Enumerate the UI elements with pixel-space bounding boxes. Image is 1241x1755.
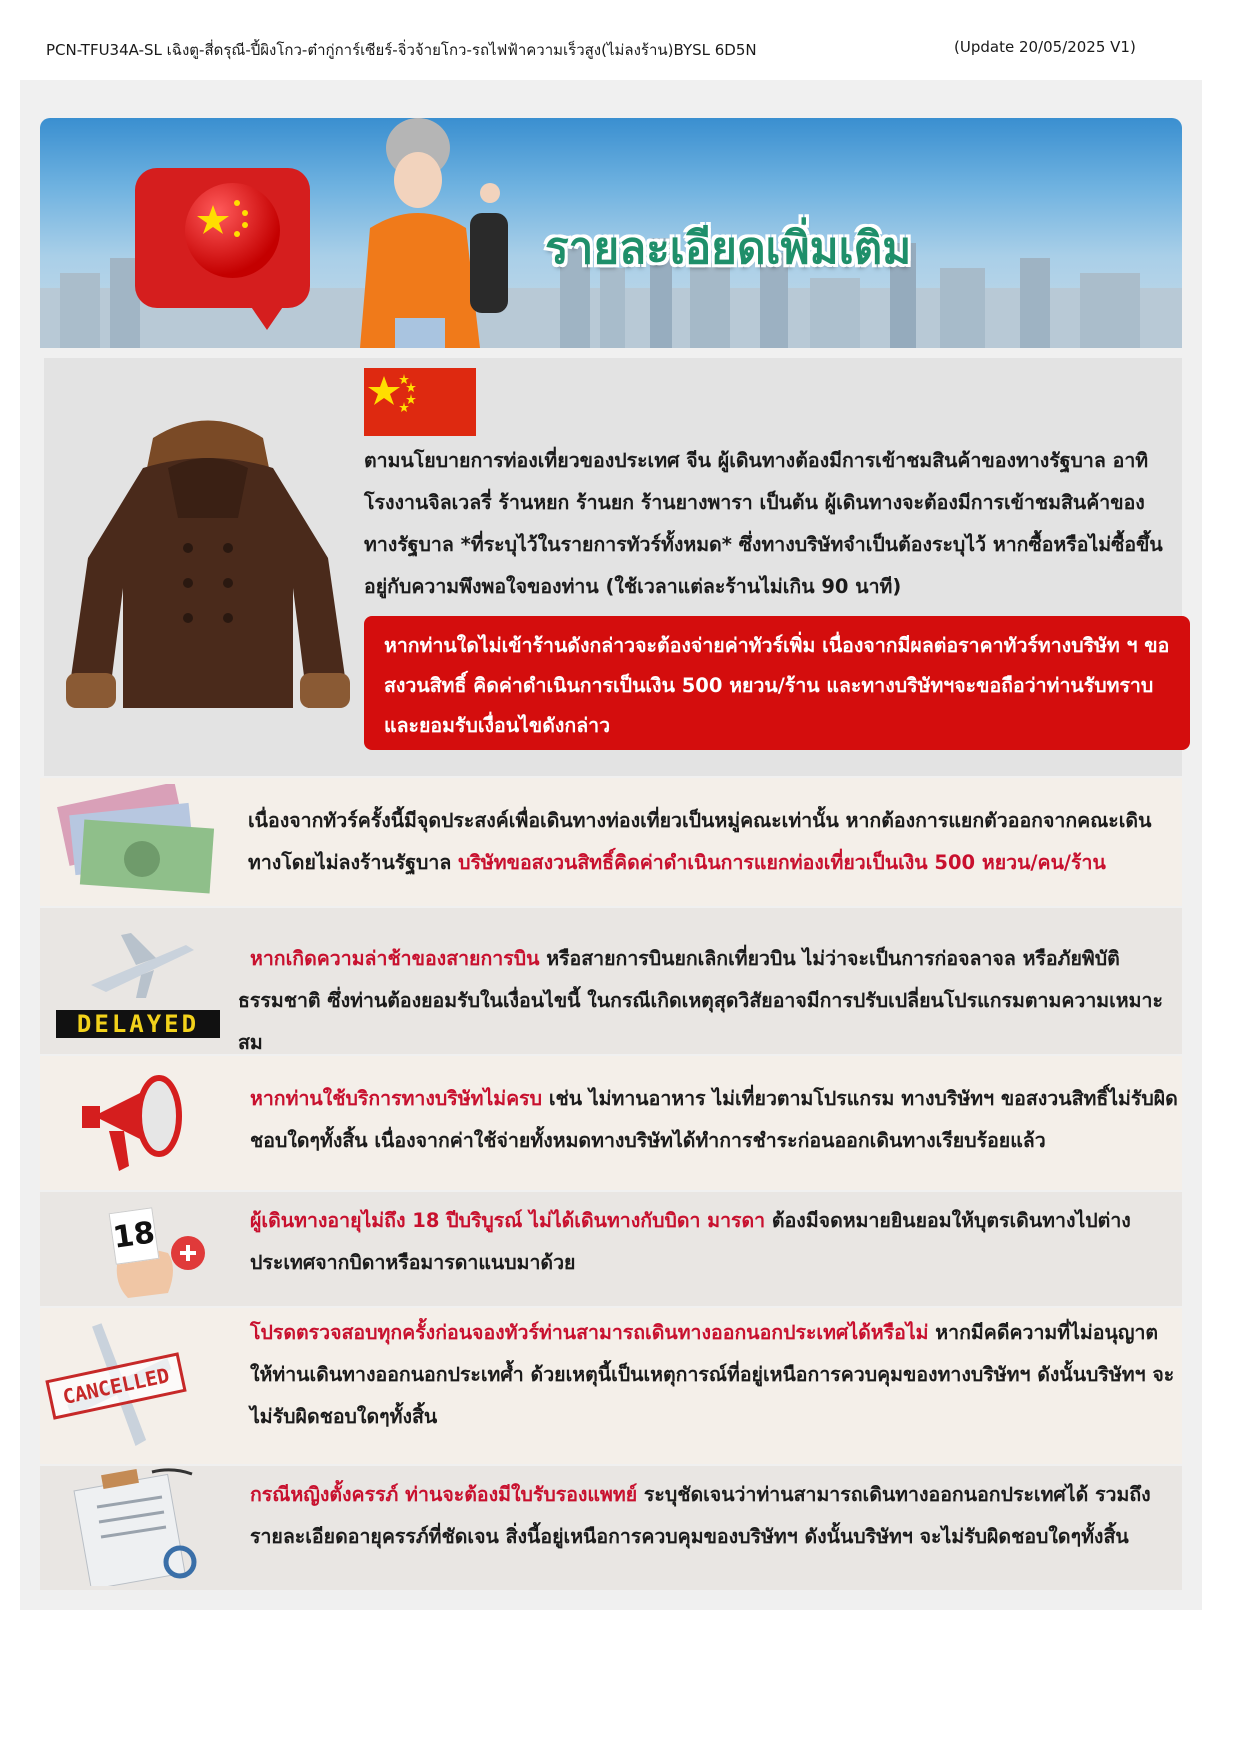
age-18-text: 18	[110, 1215, 158, 1256]
speech-bubble-tail	[245, 298, 289, 330]
travel-eligibility-plain: หากมีคดีความที่ไม่อนุญาตให้ท่านเดินทางออกนอกประเทศ้ำ ด้วยเหตุนี้เป็นเหตุการณ์ที่อยู่เหนือการควบคุมของทางบริษัทฯ ดังนั้นบริษัทฯ จะไม่รับผิดชอบใดๆทั้งสิ้น	[250, 1321, 1175, 1428]
delayed-badge-text: DELAYED	[76, 1010, 200, 1038]
shopping-policy-text: ตามนโยบายการท่องเที่ยวของประเทศ จีน ผู้เดินทางต้องมีการเข้าชมสินค้าของทางรัฐบาล อาทิโรงงานจิลเวลรี่ ร้านหยก ร้านยก ร้านยางพารา เป็นต้น ผู้เดินทางจะต้องมีการเข้าชมสินค้าของทางรัฐบาล *ที่ระบุไว้ในรายการทัวร์ทั้งหมด* ซึ่งทางบริษัทจำเป็นต้องระบุไว้ หากซื้อหรือไม่ซื้อขึ้นอยู่กับความพึงพอใจของท่าน (ใช้เวลาแต่ละร้านไม่เกิน 90 นาที)	[364, 449, 1163, 598]
travel-eligibility-text	[250, 1312, 1178, 1438]
banknotes-icon	[42, 784, 220, 902]
separation-policy-plain: เนื่องจากทัวร์ครั้งนี้มีจุดประสงค์เพื่อเดินทางท่องเที่ยวเป็นหมู่คณะเท่านั้น หากต้องการแยกตัวออกจากคณะเดินทางโดยไม่ลงร้านรัฐบาล	[248, 809, 1152, 874]
china-flag-icon	[364, 368, 476, 436]
cancelled-stamp-text: CANCELLED	[60, 1362, 172, 1410]
document-header	[46, 38, 1196, 64]
tourist-woman-image	[340, 118, 510, 348]
shopping-penalty-notice	[364, 616, 1190, 750]
flight-delay-text	[238, 938, 1178, 1064]
brown-jacket-image	[58, 408, 358, 718]
flight-delay-highlight: หากเกิดความล่าช้าของสายการบิน	[250, 947, 540, 970]
airplane-icon	[86, 930, 196, 1000]
flight-delay-plain: หรือสายการบินยกเลิกเที่ยวบิน ไม่ว่าจะเป็นการก่อจลาจล หรือภัยพิบัติธรรมชาติ ซึ่งท่านต้องยอมรับในเงื่อนไขนี้ ในกรณีเกิดเหตุสุดวิสัยอาจมีการปรับเปลี่ยนโปรแกรมตามความเหมาะสม	[238, 947, 1163, 1054]
tour-code-title: PCN-TFU34A-SL เฉิงตู-สี่ดรุณี-ปี้ผิงโกว-ต๋ากู่การ์เซียร์-จิ่วจ้ายโกว-รถไฟฟ้าความเร็วสูง(ไม่ลงร้าน)BYSL 6D5N	[46, 41, 757, 59]
medical-certificate-icon	[72, 1462, 206, 1586]
incomplete-service-highlight: หากท่านใช้บริการทางบริษัทไม่ครบ	[250, 1087, 543, 1110]
separation-policy-text	[248, 800, 1178, 884]
update-date: (Update 20/05/2025 V1)	[954, 38, 1136, 56]
pregnancy-text	[250, 1474, 1178, 1558]
minor-travel-text	[250, 1200, 1178, 1284]
separation-fee-highlight: บริษัทขอสงวนสิทธิ์คิดค่าดำเนินการแยกท่องเที่ยวเป็นเงิน 500 หยวน/คน/ร้าน	[458, 851, 1106, 874]
pregnancy-plain: ระบุชัดเจนว่าท่านสามารถเดินทางออกนอกประเทศได้ รวมถึงรายละเอียดอายุครรภ์ที่ชัดเจน สิ่งนี้อยู่เหนือการควบคุมของบริษัทฯ ดังนั้นบริษัทฯ จะไม่รับผิดชอบใดๆทั้งสิ้น	[250, 1483, 1151, 1548]
incomplete-service-text	[250, 1078, 1178, 1162]
delayed-badge	[56, 1010, 220, 1038]
minor-travel-highlight: ผู้เดินทางอายุไม่ถึง 18 ปีบริบูรณ์ ไม่ได้เดินทางกับบิดา มารดา	[250, 1209, 766, 1232]
pregnancy-highlight: กรณีหญิงตั้งครรภ์ ท่านจะต้องมีใบรับรองแพทย์	[250, 1483, 638, 1506]
banner	[40, 118, 1182, 348]
banner-headline: รายละเอียดเพิ่มเติม	[545, 223, 912, 274]
megaphone-icon	[74, 1066, 204, 1180]
shopping-penalty-text: หากท่านใดไม่เข้าร้านดังกล่าวจะต้องจ่ายค่าทัวร์เพิ่ม เนื่องจากมีผลต่อราคาทัวร์ทางบริษัท ฯ ขอสงวนสิทธิ์ คิดค่าดำเนินการเป็นเงิน 500 หยวน/ร้าน และทางบริษัทฯจะขอถือว่าท่านรับทราบและยอมรับเงื่อนไขดังกล่าว	[384, 634, 1170, 737]
minor-travel-plain: ต้องมีจดหมายยินยอมให้บุตรเดินทางไปต่างประเทศจากบิดาหรือมารดาแนบมาด้วย	[250, 1209, 1131, 1274]
incomplete-service-plain: เช่น ไม่ทานอาหาร ไม่เที่ยวตามโปรแกรม ทางบริษัทฯ ขอสงวนสิทธิ์ไม่รับผิดชอบใดๆทั้งสิ้น เนื่องจากค่าใช้จ่ายทั้งหมดทางบริษัทได้ทำการชำระก่อนออกเดินทางเรียบร้อยแล้ว	[250, 1087, 1178, 1152]
age-18-card	[109, 1207, 160, 1265]
travel-eligibility-highlight: โปรดตรวจสอบทุกครั้งก่อนจองทัวร์ท่านสามารถเดินทางออกนอกประเทศได้หรือไม่	[250, 1321, 929, 1344]
china-flag-globe-icon	[185, 183, 280, 278]
